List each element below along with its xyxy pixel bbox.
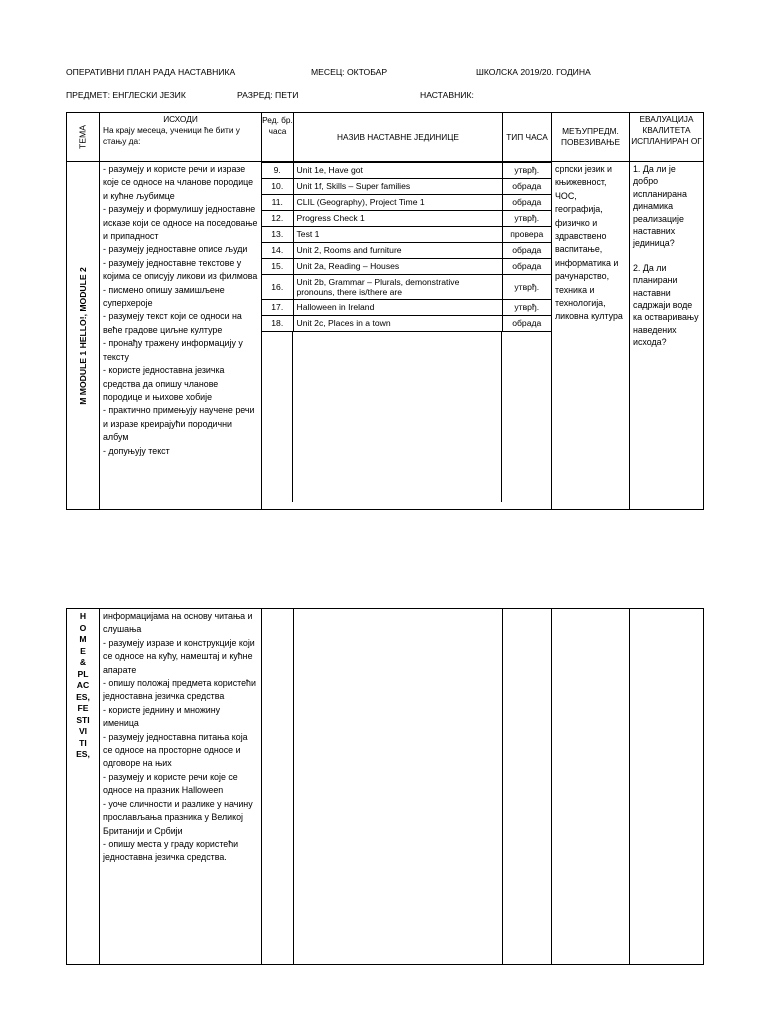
outcome-item: - разумеју једноставне описе људи — [103, 244, 248, 255]
lessons-table — [262, 162, 551, 332]
evaluation-question: 2. Да ли планирани наставни садржаји воде ка остваривању наведених исхода? — [633, 262, 699, 348]
lesson-row: 17. Halloween in Ireland утврђ. — [262, 300, 551, 316]
evaluation-question: 1. Да ли је добро испланирана динамика реализације наставних јединица? — [633, 164, 687, 249]
plan-table-1 — [66, 112, 704, 510]
grade-label: РАЗРЕД: ПЕТИ — [237, 90, 299, 100]
lesson-row: 9. Unit 1e, Have got утврђ. — [262, 163, 551, 179]
lesson-row: 13. Test 1 провера — [262, 227, 551, 243]
outcome-item: - користе једнину и множину именица — [103, 704, 221, 729]
outcome-item: - практично примењују научене речи и изразе креирајући породични албум — [103, 405, 255, 443]
outcomes-header: ИСХОДИ На крају месеца, ученици ће бити у стању да: — [100, 113, 262, 162]
lesson-row: 16. Unit 2b, Grammar – Plurals, demonstrative pronouns, there is/there are утврђ. — [262, 275, 551, 300]
lesson-row: 14. Unit 2, Rooms and furniture обрада — [262, 243, 551, 259]
teacher-label: НАСТАВНИК: — [420, 90, 474, 100]
lesson-row: 18. Unit 2c, Places in a town обрада — [262, 316, 551, 332]
evaluation-cell — [630, 162, 704, 510]
cross-curricular-cell: српски језик и књижевност, ЧОС, географија, физичко и здравствено васпитање, информатика и рачунарство, техника и технологија, ликовна култура — [552, 162, 630, 510]
outcome-item: - разумеју једноставна питања која се односе на просторне односе и одговоре на њих — [103, 731, 248, 769]
outcome-item: - допуњују текст — [103, 445, 170, 456]
outcome-item: - опишу места у граду користећи једноставна језичка средства. — [103, 838, 239, 863]
document-title: ОПЕРАТИВНИ ПЛАН РАДА НАСТАВНИКА — [66, 67, 236, 77]
outcome-item: - разумеју изразе и конструкције који се односе на кућу, намештај и кућне апарате — [103, 637, 255, 675]
outcome-item: - опишу положај предмета користећи једноставна језичка средства — [103, 678, 256, 702]
theme-header: ТЕМА — [67, 113, 100, 162]
plan-table-2 — [66, 608, 704, 965]
evaluation-header: ЕВАЛУАЦИЈА КВАЛИТЕТА ИСПЛАНИРАН ОГ — [630, 113, 704, 162]
lesson-row: 11. CLIL (Geography), Project Time 1 обрада — [262, 195, 551, 211]
empty-cell — [262, 609, 294, 965]
lesson-type-header: ТИП ЧАСА — [503, 113, 552, 162]
lessons-cell — [262, 162, 552, 510]
empty-cell — [552, 609, 630, 965]
subject-label: ПРЕДМЕТ: ЕНГЛЕСКИ ЈЕЗИК — [66, 90, 186, 100]
outcome-item: - разумеју и користе речи које се односе на празник Halloween — [103, 771, 238, 796]
month-label: МЕСЕЦ: ОКТОБАР — [311, 67, 388, 77]
lesson-name-header: НАЗИВ НАСТАВНЕ ЈЕДИНИЦЕ — [294, 113, 503, 162]
school-year-label: ШКОЛСКА 2019/20. ГОДИНА — [476, 67, 591, 77]
outcome-item: - користе једноставна језичка средства да опишу чланове породице и њихове хобије — [103, 365, 225, 402]
outcome-item: - уоче сличности и разлике у начину прослављања празника у Великој Британији и Србији — [103, 798, 253, 836]
outcome-item: - пронађу тражену информацију у тексту — [103, 338, 243, 362]
outcome-item: - разумеју и користе речи и изразе које се односе на чланове породице и кућне љубимце — [103, 164, 254, 201]
lesson-row: 10. Unit 1f, Skills – Super families обрада — [262, 179, 551, 195]
theme-stacked-cell: H O M E & PL AC ES, FE STI VI TI ES, — [67, 609, 100, 965]
empty-cell — [630, 609, 704, 965]
lesson-number-header: Ред. бр. часа — [262, 113, 294, 162]
outcome-item: - писмено опишу замишљене суперхероје — [103, 284, 225, 309]
outcome-item: - разумеју једноставне текстове у којима се описују ликови из филмова — [103, 257, 258, 282]
outcome-item: - разумеју и формулишу једноставне исказе који се односе на поседовање и припадност — [103, 204, 258, 242]
outcome-item: информацијама на основу читања и слушања — [103, 611, 253, 635]
outcomes-cell — [100, 162, 262, 510]
empty-cell — [294, 609, 503, 965]
theme-module-cell: M MODULE 1 HELLO!, MODULE 2 — [67, 162, 100, 510]
outcome-item: - разумеју текст који се односи на веће градове циљне културе — [103, 311, 242, 335]
outcomes-cell-continued — [100, 609, 262, 965]
lesson-row: 15. Unit 2a, Reading – Houses обрада — [262, 259, 551, 275]
lesson-row: 12. Progress Check 1 утврђ. — [262, 211, 551, 227]
empty-cell — [503, 609, 552, 965]
cross-curricular-header: МЕЂУПРЕДМ. ПОВЕЗИВАЊЕ — [552, 113, 630, 162]
